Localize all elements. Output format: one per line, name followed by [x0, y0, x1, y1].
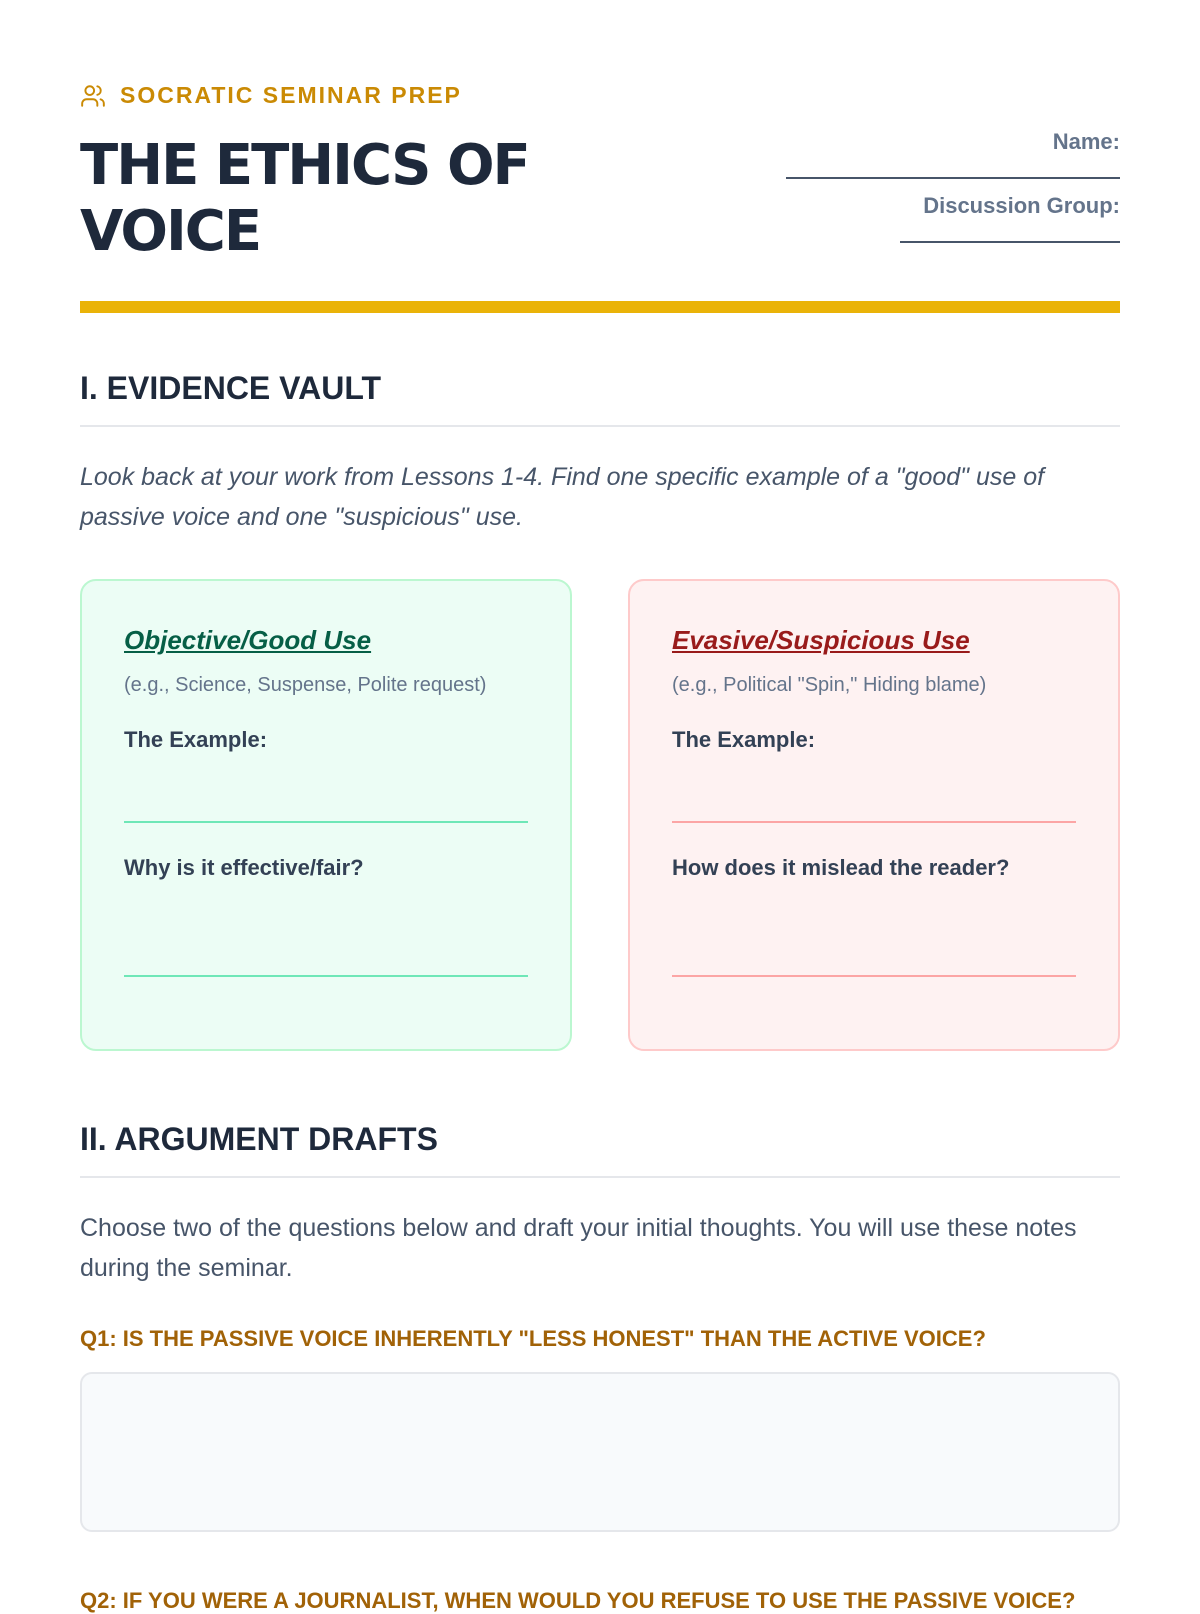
bad-mislead-answer-line[interactable]	[672, 975, 1076, 977]
evidence-instructions: Look back at your work from Lessons 1-4. Find one specific example of a "good" use of passive voice and one "suspicious" use.	[80, 463, 1045, 531]
bad-card-title: Evasive/Suspicious Use	[672, 625, 970, 655]
question-1-answer-box[interactable]	[80, 1372, 1120, 1532]
title-line-1: THE ETHICS OF	[80, 133, 529, 198]
argument-instructions: Choose two of the questions below and draft your initial thoughts. You will use these notes during the seminar.	[80, 1214, 1077, 1282]
suspicious-use-card	[628, 579, 1120, 1051]
group-label: Discussion Group:	[923, 193, 1120, 218]
section-title-arguments: II. ARGUMENT DRAFTS	[80, 1121, 1120, 1178]
title-line-2: VOICE	[80, 199, 261, 264]
student-info	[760, 127, 1120, 243]
worksheet-header	[80, 0, 1120, 314]
bad-example-answer-line[interactable]	[672, 821, 1076, 823]
group-field[interactable]	[900, 221, 1120, 243]
good-why-label: Why is it effective/fair?	[124, 855, 364, 880]
bad-card-subtitle: (e.g., Political "Spin," Hiding blame)	[672, 674, 987, 696]
accent-divider	[80, 301, 1120, 313]
good-why-answer-line[interactable]	[124, 975, 528, 977]
eyebrow	[80, 82, 1120, 109]
question-1-label: Q1: IS THE PASSIVE VOICE INHERENTLY "LESS HONEST" THAN THE ACTIVE VOICE?	[80, 1326, 986, 1351]
users-icon	[80, 83, 106, 109]
good-example-answer-line[interactable]	[124, 821, 528, 823]
question-2-label: Q2: IF YOU WERE A JOURNALIST, WHEN WOULD YOU REFUSE TO USE THE PASSIVE VOICE?	[80, 1588, 1076, 1613]
good-card-title: Objective/Good Use	[124, 625, 372, 655]
good-use-card	[80, 579, 572, 1051]
evidence-cards	[80, 579, 1120, 1051]
good-example-label: The Example:	[124, 727, 268, 752]
bad-mislead-label: How does it mislead the reader?	[672, 855, 1010, 880]
name-label: Name:	[1052, 129, 1120, 154]
name-field[interactable]	[786, 157, 1120, 179]
bad-example-label: The Example:	[672, 727, 816, 752]
eyebrow-label: SOCRATIC SEMINAR PREP	[120, 82, 462, 108]
section-title-evidence: I. EVIDENCE VAULT	[80, 370, 1120, 427]
good-card-subtitle: (e.g., Science, Suspense, Polite request)	[124, 674, 487, 696]
